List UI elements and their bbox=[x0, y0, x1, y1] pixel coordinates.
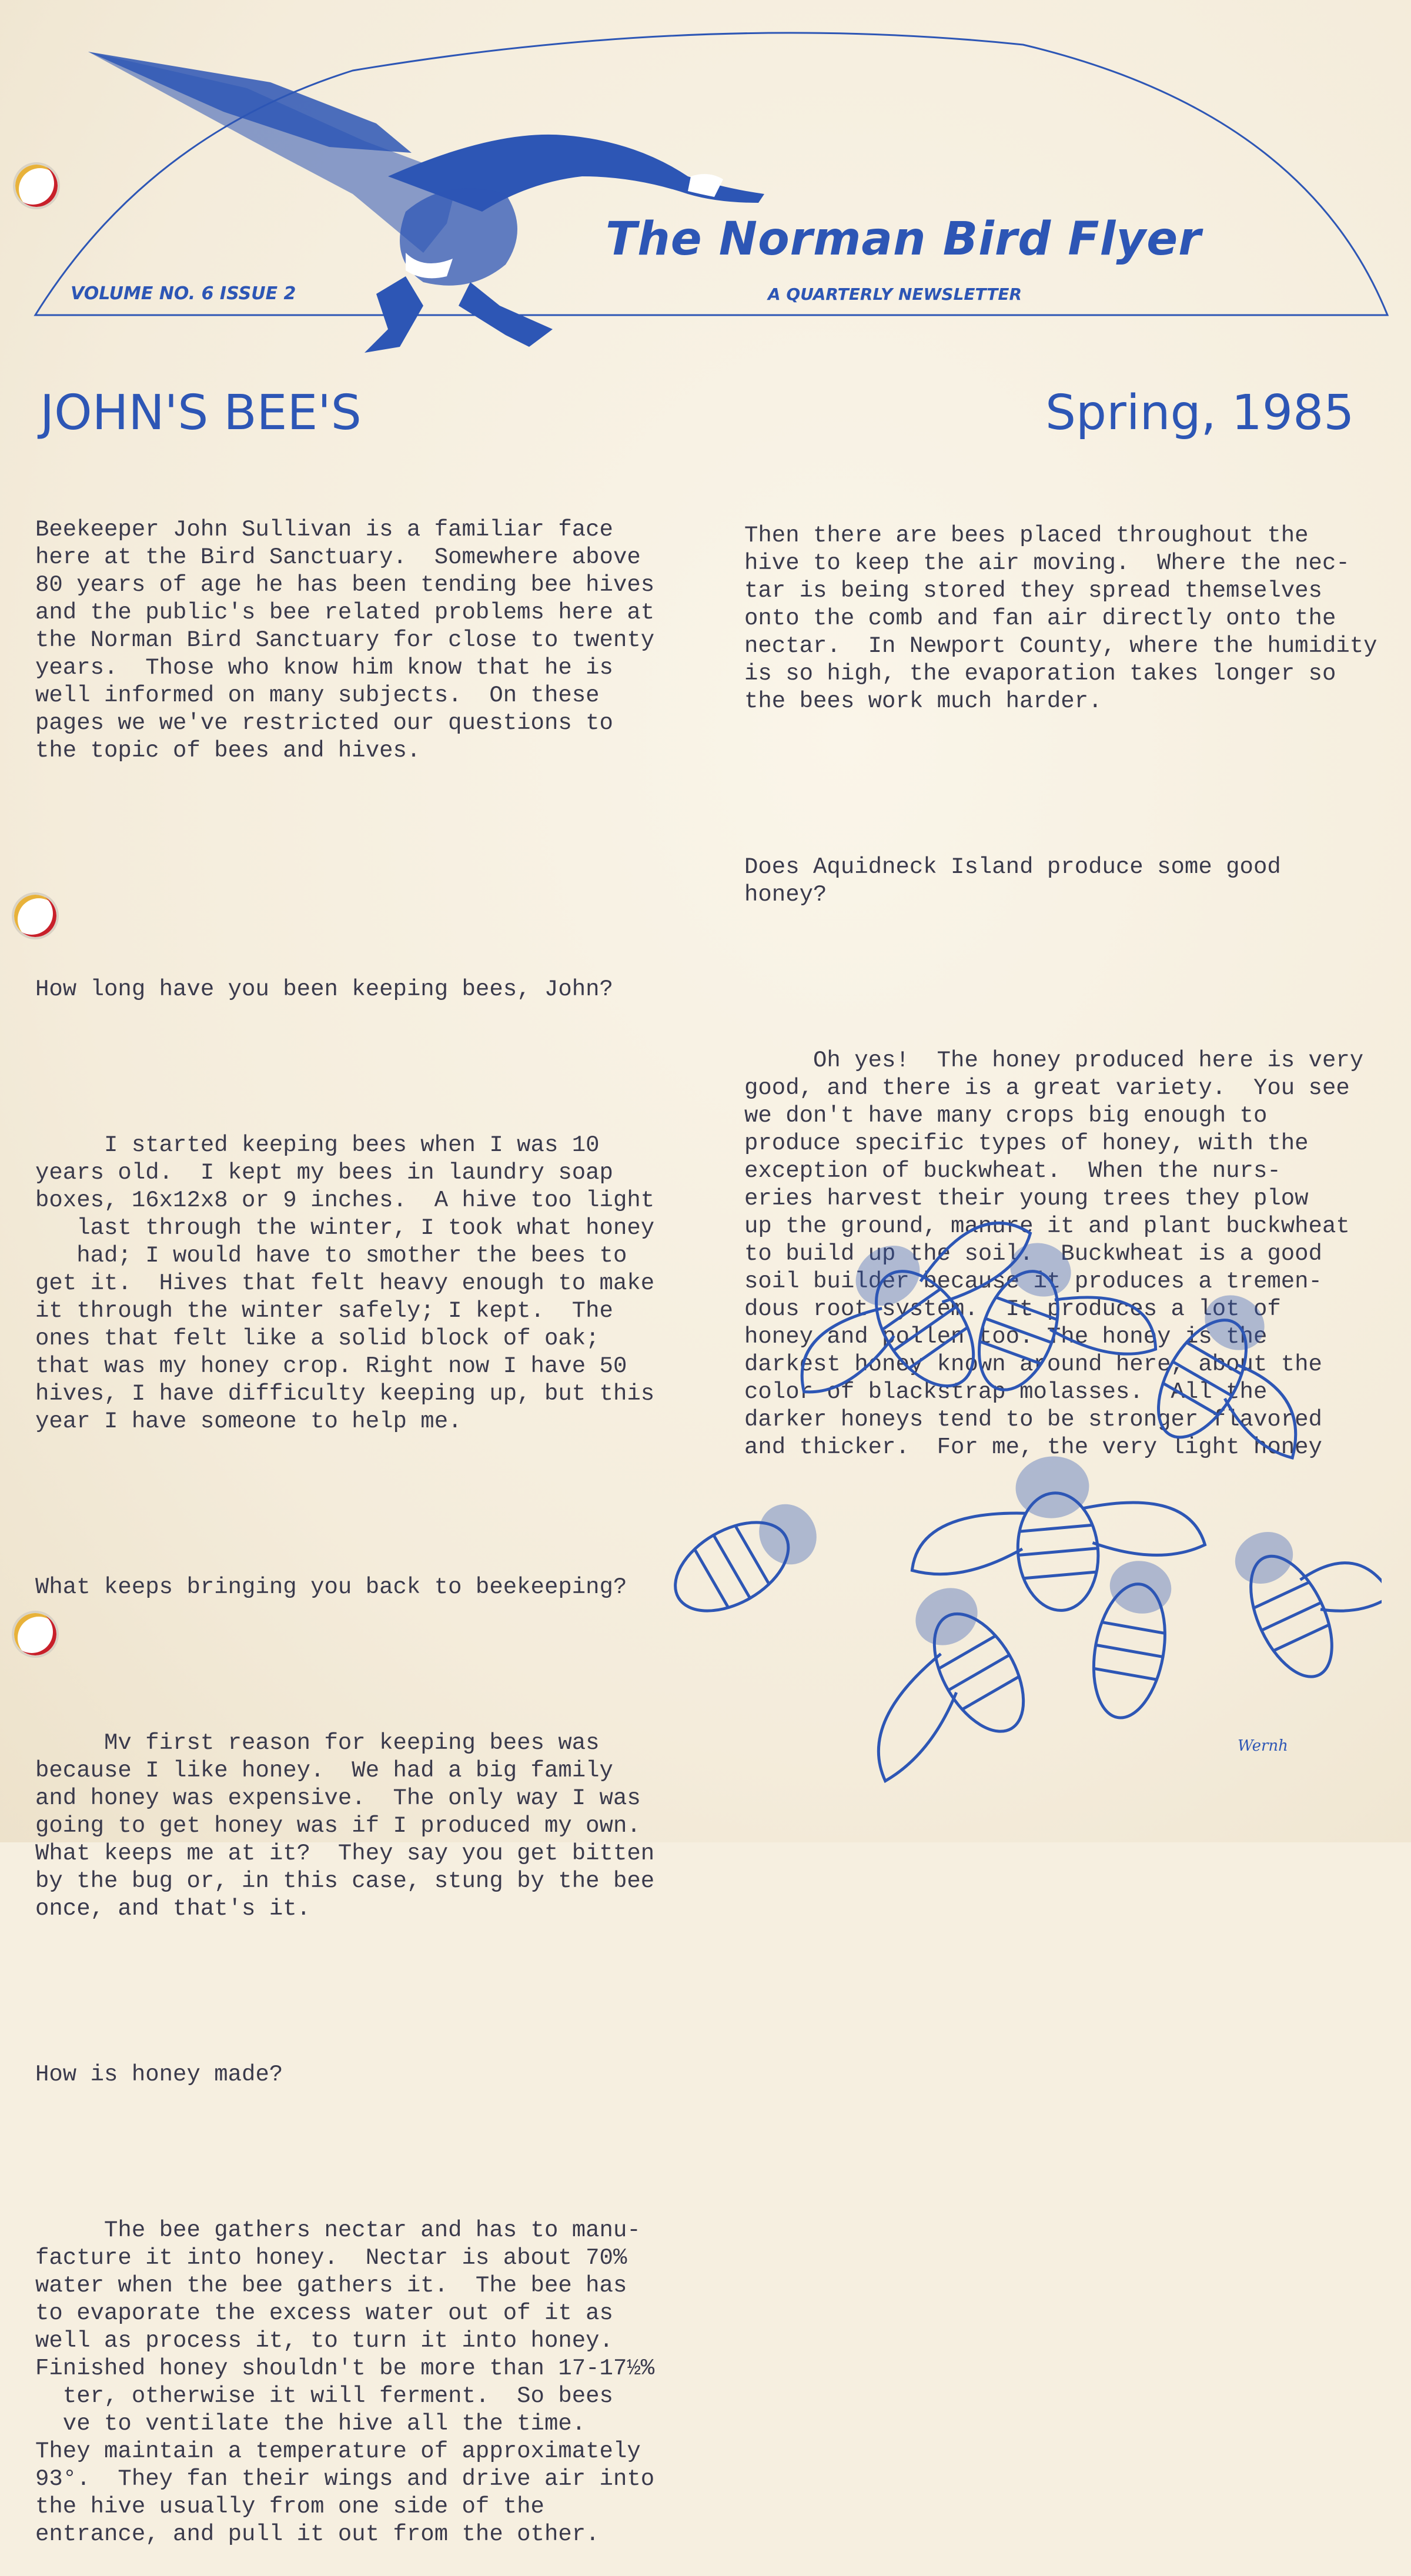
article-headline: JOHN'S BEE'S bbox=[40, 385, 362, 441]
bee-icon bbox=[762, 1205, 1078, 1459]
question-aquidneck-honey: Does Aquidneck Island produce some good honey? bbox=[744, 854, 1281, 908]
left-column bbox=[35, 461, 654, 2576]
answer-aquidneck-honey: Oh yes! The honey produced here is very good, and there is a great variety. You see we don't have many crops big enough to produce specific types of honey, with the exception of buckwheat. When the nurs- eries harvest their young trees they plow up the ground, manure it and plant buckwheat to build up the soil. Buckwheat is a good soil builder because it produces a tremen- dous root system. It produces a lot of honey and pollen too. The honey is the darkest honey known around here, about the color of blackstrap molasses. All the darker honeys tend to be stronger flavored and thicker. For me, the very light honey bbox=[744, 1048, 1364, 1460]
volume-issue: VOLUME NO. 6 ISSUE 2 bbox=[71, 283, 296, 304]
bee-icon bbox=[817, 1577, 1042, 1796]
issue-season: Spring, 1985 bbox=[1045, 385, 1355, 441]
answer-honey-made: The bee gathers nectar and has to manu- facture it into honey. Nectar is about 70% water when the bee gathers it. The bee has to evaporate the excess water out of it as well as process it, to turn it into honey. Finished honey shouldn't be more than 17-17½% ter, otherwise it will ferment. So bees ve to ventilate the hive all the time. They maintain a temperature of approximately 93°. They fan their wings and drive air into the hive usually from one side of the entrance, and pull it out from the other. bbox=[35, 2217, 655, 2547]
question-how-long: How long have you been keeping bees, John? bbox=[35, 976, 613, 1002]
intro-paragraph: Beekeeper John Sullivan is a familiar face here at the Bird Sanctuary. Somewhere above 80 years of age he has been tending bee hives and the public's bee related problems here at the Norman Bird Sanctuary for close to twenty years. Those who know him know that he is well informed on many subjects. On these pages we we've restricted our questions to the topic of bees and hives. bbox=[35, 517, 655, 764]
bee-icon bbox=[1141, 1284, 1349, 1494]
newsletter-tagline: A QUARTERLY NEWSLETTER bbox=[768, 285, 1022, 304]
bees-illustration bbox=[641, 1205, 1382, 1816]
answer-how-long: I started keeping bees when I was 10 years old. I kept my bees in laundry soap boxes, 16x12x8 or 9 inches. A hive too light last through the winter, I took what honey had; I would have to smother the bees to get it. Hives that felt heavy enough to make it through the winter safely; I kept. The ones that felt like a solid block of oak; that was my honey crop. Right now I have 50 hives, I have difficulty keeping up, but this year I have someone to help me. bbox=[35, 1132, 655, 1434]
bee-icon bbox=[660, 1490, 829, 1629]
artist-signature: Wernh bbox=[1238, 1737, 1288, 1755]
question-back-to-beekeeping: What keeps bringing you back to beekeeping? bbox=[35, 1574, 627, 1600]
bee-icon bbox=[1224, 1494, 1382, 1689]
masthead-graphic bbox=[0, 0, 1411, 376]
answer-back-to-beekeeping: Mv first reason for keeping bees was because I like honey. We had a big family and honey was expensive. The only way I was going to get honey was if I produced my own. What keeps me at it? They say you get bitten by the bug or, in this case, stung by the bee once, and that's it. bbox=[35, 1730, 655, 1922]
goose-icon bbox=[88, 52, 764, 353]
question-honey-made: How is honey made? bbox=[35, 2062, 283, 2087]
ventilation-paragraph: Then there are bees placed throughout the hive to keep the air moving. Where the nec- tar is being stored they spread themselves onto the comb and fan air directly onto the nectar. In Newport County, where the humidity is so high, the evaporation takes longer so the bees work much harder. bbox=[744, 523, 1377, 714]
bee-icon bbox=[964, 1235, 1176, 1435]
newsletter-title: The Norman Bird Flyer bbox=[606, 213, 1202, 266]
bee-icon bbox=[1084, 1557, 1179, 1724]
